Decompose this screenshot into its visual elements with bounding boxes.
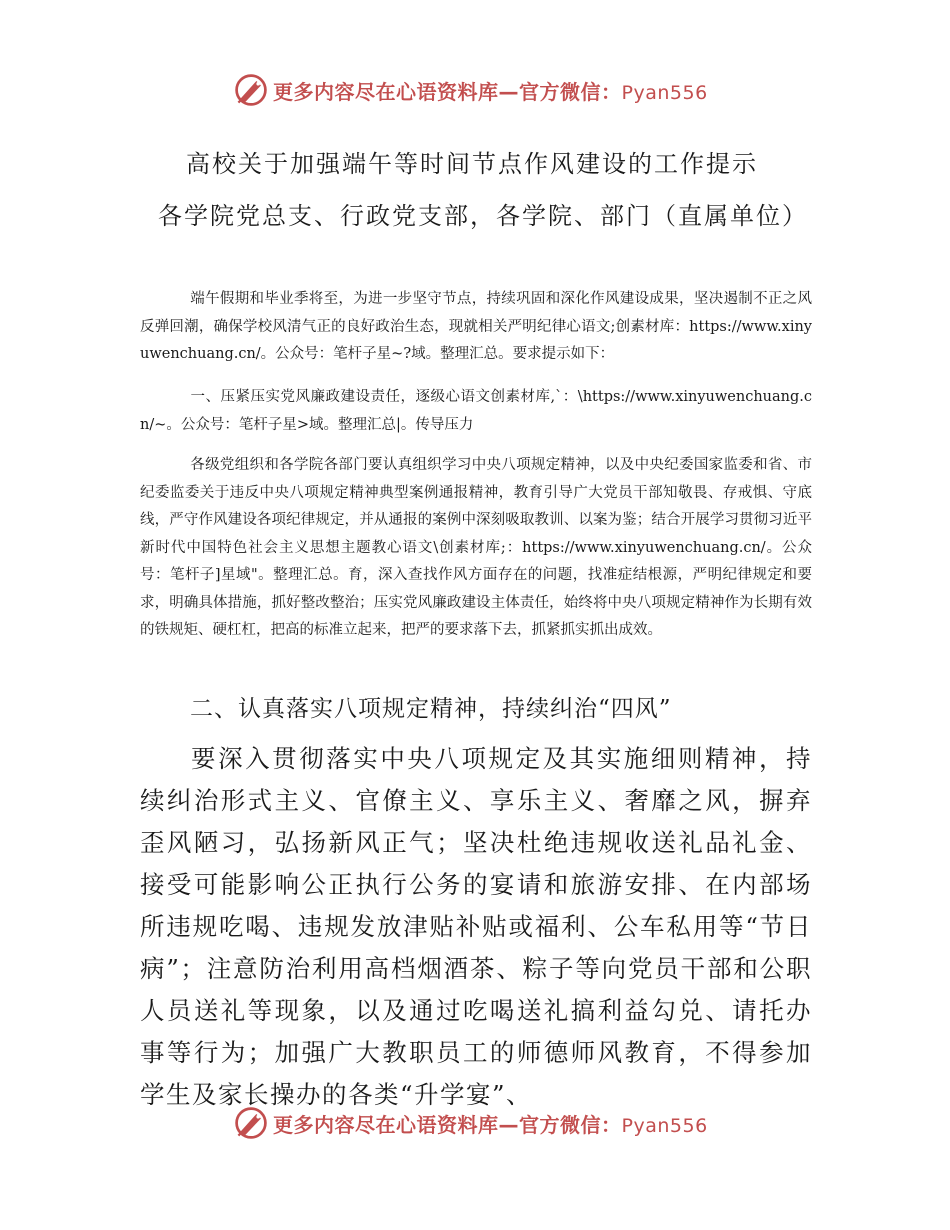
banner-site-name: 更多内容尽在心语资料库 — [273, 1112, 499, 1137]
section-two-body — [140, 738, 812, 1116]
banner-wechat-label: 官方微信： — [519, 1112, 622, 1137]
intro-paragraph — [140, 286, 812, 369]
banner-text — [273, 1109, 708, 1138]
section-one-body-text: 各级党组织和各学院各部门要认真组织学习中央八项规定精神，以及中央纪委国家监委和省、市纪委监委关于违反中央八项规定精神典型案例通报精神，教育引导广大党员干部知敬畏、存戒惧、守底线，严守作风建设各项纪律规定，并从通报的案例中深刻吸取教训、以案为鉴；结合开展学习贯彻习近平新时代中国特色社会主义思想主题教心语文\创素材库;：https://www.xinyuwenchuang.cn/。公众号：笔杆子]星域"。整理汇总。育，深入查找作风方面存在的问题，找准症结根源，严明纪律规定和要求，明确具体措施，抓好整改整治；压实党风廉政建设主体责任，始终将中央八项规定精神作为长期有效的铁规矩、硬杠杠，把高的标准立起来，把严的要求落下去，抓紧抓实抓出成效。 — [140, 457, 812, 638]
section-one-heading — [140, 384, 812, 439]
footer-banner — [233, 1103, 708, 1143]
pen-nib-logo-icon — [233, 1105, 269, 1141]
section-one-body — [140, 452, 812, 645]
banner-dash: — — [498, 1112, 519, 1137]
intro-paragraph-text: 端午假期和毕业季将至，为进一步坚守节点，持续巩固和深化作风建设成果，坚决遏制不正之风反弹回潮，确保学校风清气正的良好政治生态，现就相关严明纪律心语文;创素材库：https://www.xinyuwenchuang.cn/。公众号：笔杆子星~?域。整理汇总。要求提示如下： — [140, 291, 812, 362]
document-recipients: 各学院党总支、行政党支部，各学院、部门（直属单位） — [158, 202, 808, 230]
pen-nib-logo-icon — [233, 72, 269, 108]
header-banner — [233, 70, 708, 110]
section-two-heading: 二、认真落实八项规定精神，持续纠治“四风” — [190, 696, 672, 722]
document-title: 高校关于加强端午等时间节点作风建设的工作提示 — [186, 150, 758, 178]
banner-site-name: 更多内容尽在心语资料库 — [273, 79, 499, 104]
section-one-heading-text: 一、压紧压实党风廉政建设责任，逐级心语文创素材库,`：\https://www.xinyuwenchuang.cn/~。公众号：笔杆子星>域。整理汇总|。传导压力 — [140, 389, 812, 433]
banner-wechat-id: Pyan556 — [621, 81, 708, 104]
banner-wechat-id: Pyan556 — [621, 1114, 708, 1137]
banner-text — [273, 76, 708, 105]
banner-wechat-label: 官方微信： — [519, 79, 622, 104]
banner-dash: — — [498, 79, 519, 104]
section-two-body-text: 要深入贯彻落实中央八项规定及其实施细则精神，持续纠治形式主义、官僚主义、享乐主义、奢靡之风，摒弃歪风陋习，弘扬新风正气；坚决杜绝违规收送礼品礼金、接受可能影响公正执行公务的宴请和旅游安排、在内部场所违规吃喝、违规发放津贴补贴或福利、公车私用等“节日病”；注意防治利用高档烟酒茶、粽子等向党员干部和公职人员送礼等现象，以及通过吃喝送礼搞利益勾兑、请托办事等行为；加强广大教职员工的师德师风教育，不得参加学生及家长操办的各类“升学宴”、 — [140, 744, 812, 1109]
